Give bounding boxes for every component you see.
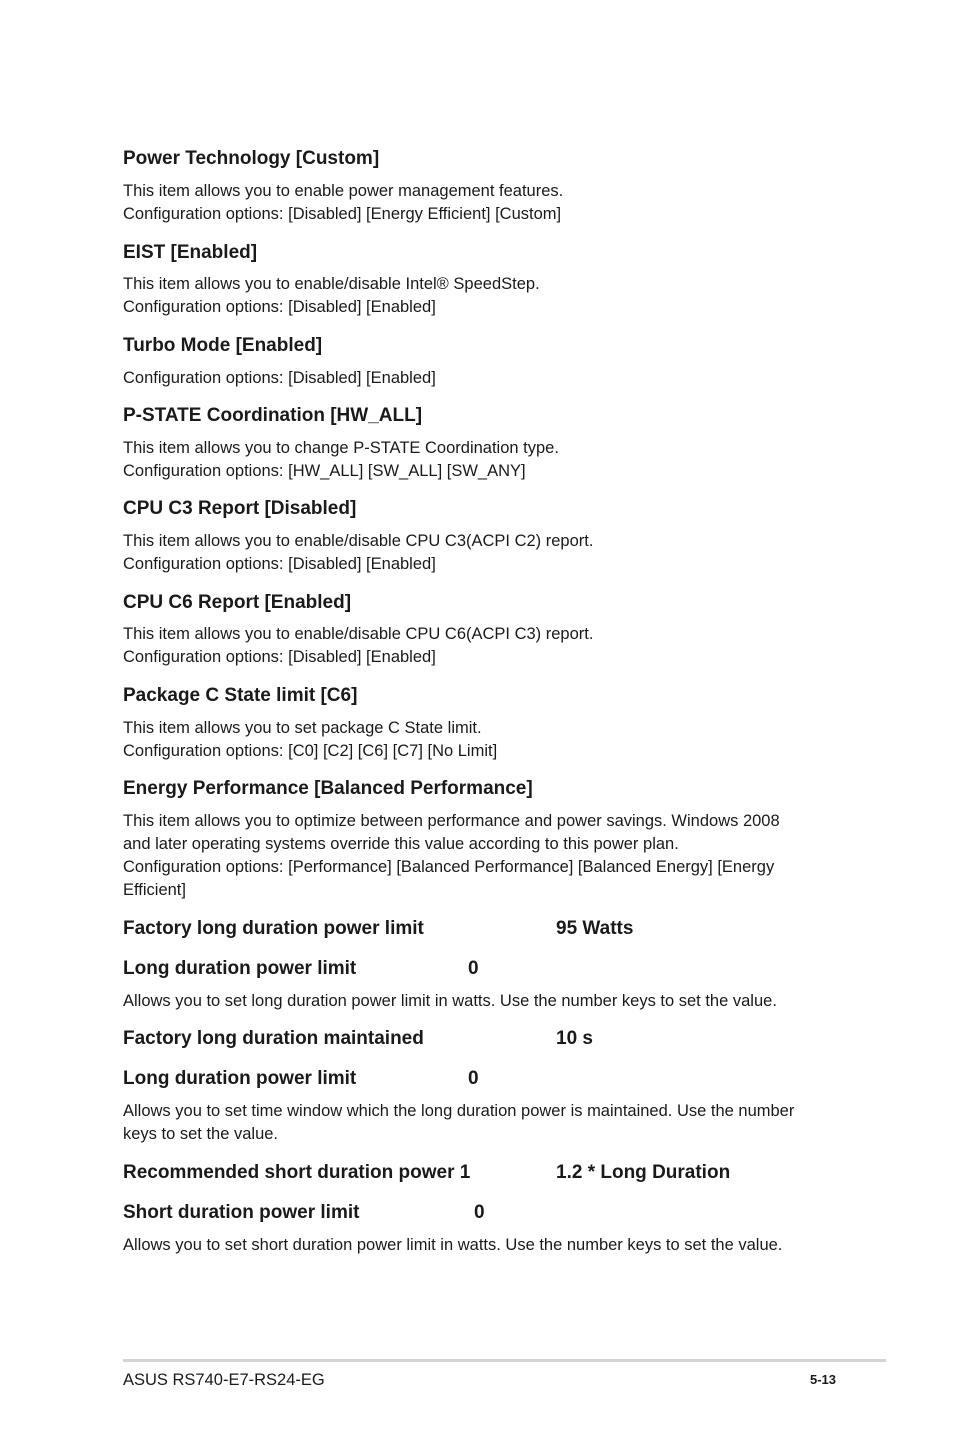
description-line: This item allows you to optimize between performance and power savings. Windows 2008	[123, 812, 780, 830]
heading-cpu-c6: CPU C6 Report [Enabled]	[123, 592, 352, 613]
setting-value: 10 s	[556, 1028, 593, 1049]
heading-eist: EIST [Enabled]	[123, 242, 258, 263]
options-line: Configuration options: [Disabled] [Enabled]	[123, 648, 436, 666]
setting-value: 95 Watts	[556, 918, 634, 939]
description-line: Allows you to set short duration power limit in watts. Use the number keys to set the value.	[123, 1236, 783, 1254]
description-line: Allows you to set time window which the long duration power is maintained. Use the number	[123, 1102, 795, 1120]
description-line: and later operating systems override this value according to this power plan.	[123, 835, 679, 853]
options-line: Configuration options: [Performance] [Balanced Performance] [Balanced Energy] [Energy	[123, 858, 775, 876]
options-line: Configuration options: [Disabled] [Enabled]	[123, 555, 436, 573]
description-line: This item allows you to change P-STATE Coordination type.	[123, 439, 559, 457]
setting-value: 0	[468, 1068, 479, 1089]
options-line: Efficient]	[123, 881, 186, 899]
heading-power-technology: Power Technology [Custom]	[123, 148, 380, 169]
setting-label: Factory long duration power limit	[123, 918, 424, 939]
heading-cpu-c3: CPU C3 Report [Disabled]	[123, 498, 357, 519]
setting-label: Long duration power limit	[123, 958, 357, 979]
description-line: This item allows you to enable power management features.	[123, 182, 564, 200]
options-line: Configuration options: [HW_ALL] [SW_ALL] [SW_ANY]	[123, 462, 526, 480]
description-line: This item allows you to set package C State limit.	[123, 719, 482, 737]
description-line: Allows you to set long duration power limit in watts. Use the number keys to set the value.	[123, 992, 777, 1010]
description-line: This item allows you to enable/disable CPU C3(ACPI C2) report.	[123, 532, 594, 550]
description-line: keys to set the value.	[123, 1125, 279, 1143]
setting-label: Factory long duration maintained	[123, 1028, 424, 1049]
footer-divider	[123, 1359, 886, 1362]
setting-label: Recommended short duration power 1	[123, 1162, 471, 1183]
options-line: Configuration options: [Disabled] [Energy Efficient] [Custom]	[123, 205, 562, 223]
heading-p-state: P-STATE Coordination [HW_ALL]	[123, 405, 423, 426]
setting-value: 1.2 * Long Duration	[556, 1162, 731, 1183]
options-line: Configuration options: [C0] [C2] [C6] [C7] [No Limit]	[123, 742, 498, 760]
setting-value: 0	[468, 958, 479, 979]
description-line: This item allows you to enable/disable Intel® SpeedStep.	[123, 275, 540, 293]
description-line: This item allows you to enable/disable CPU C6(ACPI C3) report.	[123, 625, 594, 643]
heading-turbo-mode: Turbo Mode [Enabled]	[123, 335, 323, 356]
options-line: Configuration options: [Disabled] [Enabled]	[123, 298, 436, 316]
setting-label: Long duration power limit	[123, 1068, 357, 1089]
setting-value: 0	[474, 1202, 485, 1223]
footer-model: ASUS RS740-E7-RS24-EG	[123, 1371, 325, 1389]
heading-energy-performance: Energy Performance [Balanced Performance]	[123, 778, 533, 799]
heading-package-c-state: Package C State limit [C6]	[123, 685, 358, 706]
setting-label: Short duration power limit	[123, 1202, 360, 1223]
page-number: 5-13	[809, 1372, 836, 1387]
options-line: Configuration options: [Disabled] [Enabled]	[123, 369, 436, 387]
